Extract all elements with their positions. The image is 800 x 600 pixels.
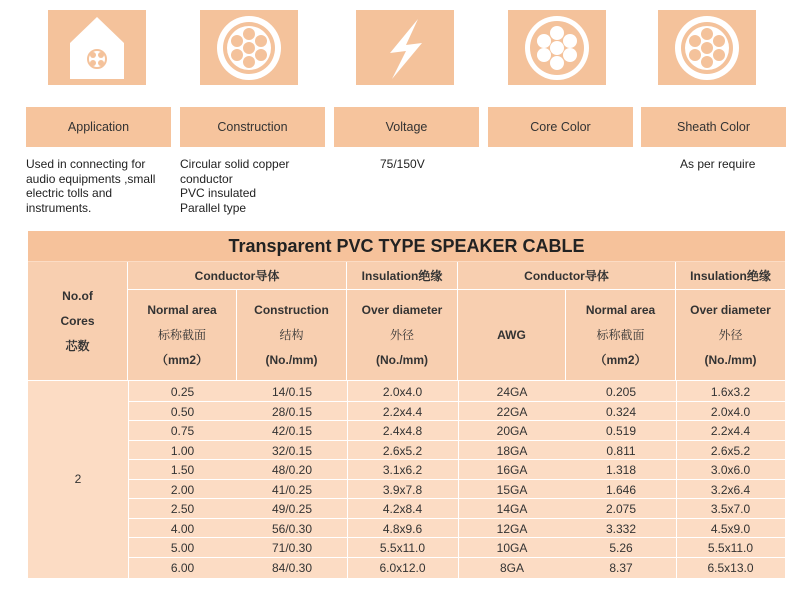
cell-over-diameter: 2.0x4.0 (382, 385, 423, 399)
cell-normal-area-awg: 1.318 (605, 463, 637, 477)
insulation-group-header-1: Insulation绝缘 (347, 262, 458, 289)
cell-normal-area-awg: 2.075 (605, 502, 637, 516)
core-color-icon-box (508, 10, 606, 85)
cores-header-line: Cores (60, 313, 95, 328)
header-divider (128, 289, 785, 290)
subheader-line: 外径 (718, 327, 743, 342)
application-label: Application (26, 107, 171, 147)
subheader-line: 外径 (389, 327, 414, 342)
normal-area-header-1 (128, 290, 237, 380)
construction-description: Circular solid copper conductor PVC insulated Parallel type (180, 157, 290, 215)
application-description: Used in connecting for audio equipments ,small electric tolls and instruments. (26, 157, 156, 215)
cell-construction: 42/0.15 (271, 424, 313, 438)
sheath-color-label: Sheath Color (641, 107, 786, 147)
sheath-color-icon-box (658, 10, 756, 85)
over-diameter-header-1 (347, 290, 458, 380)
subheader-line: 标称截面 (596, 327, 645, 342)
awg-header (458, 290, 566, 380)
cell-over-diameter-awg: 1.6x3.2 (710, 385, 751, 399)
cell-awg: 20GA (496, 424, 528, 438)
construction-header (237, 290, 347, 380)
voltage-description: 75/150V (380, 157, 425, 171)
row-divider (128, 557, 785, 558)
cell-awg: 24GA (496, 385, 528, 399)
sheath-color-description: As per require (680, 157, 756, 171)
cell-normal-area-awg: 3.332 (605, 521, 637, 536)
subheader-line: Construction (254, 302, 329, 317)
cell-normal-area: 6.00 (170, 560, 195, 575)
cell-over-diameter-awg: 3.2x6.4 (710, 482, 751, 497)
row-divider (128, 537, 785, 538)
cell-normal-area-awg: 0.205 (605, 385, 637, 399)
cell-normal-area: 1.50 (170, 463, 195, 477)
cell-over-diameter: 5.5x11.0 (379, 541, 426, 555)
cell-construction: 48/0.20 (271, 463, 313, 477)
cell-awg: 15GA (496, 482, 528, 497)
subheader-line: 标称截面 (157, 327, 206, 342)
subheader-line: Over diameter (361, 302, 443, 317)
cell-over-diameter: 2.6x5.2 (382, 443, 423, 458)
cell-awg: 12GA (496, 521, 528, 536)
subheader-line: (No./mm) (704, 352, 757, 367)
table-title: Transparent PVC TYPE SPEAKER CABLE (28, 231, 785, 261)
cell-construction: 49/0.25 (271, 502, 313, 516)
cell-over-diameter: 3.9x7.8 (382, 482, 423, 497)
row-divider (128, 518, 785, 519)
cell-over-diameter-awg: 4.5x9.0 (710, 521, 751, 536)
cell-over-diameter-awg: 5.5x11.0 (707, 541, 754, 555)
cell-over-diameter-awg: 3.5x7.0 (710, 502, 751, 516)
construction-icon-box (200, 10, 298, 85)
cell-over-diameter-awg: 2.2x4.4 (710, 424, 751, 438)
core-color-cross-section-icon (522, 13, 592, 83)
cell-normal-area: 5.00 (170, 541, 195, 555)
conductor-group-header-2: Conductor导体 (458, 262, 676, 289)
application-house-icon (62, 13, 132, 83)
voltage-label: Voltage (334, 107, 479, 147)
row-divider (128, 459, 785, 460)
subheader-line: 结构 (279, 327, 304, 342)
row-divider (128, 498, 785, 499)
cell-normal-area: 1.00 (170, 443, 195, 458)
cell-construction: 41/0.25 (271, 482, 313, 497)
cell-normal-area-awg: 5.26 (609, 541, 633, 555)
conductor-group-header-1: Conductor导体 (128, 262, 347, 289)
cell-normal-area: 0.50 (170, 404, 195, 419)
subheader-line: (No./mm) (376, 352, 428, 367)
header-bottom-divider (28, 380, 785, 381)
cell-over-diameter-awg: 2.0x4.0 (710, 404, 751, 419)
cell-awg: 10GA (496, 541, 528, 555)
core-color-label: Core Color (488, 107, 633, 147)
cell-over-diameter: 4.2x8.4 (382, 502, 423, 516)
cores-header-line: 芯数 (65, 338, 90, 353)
cell-construction: 32/0.15 (271, 443, 313, 458)
cell-over-diameter-awg: 2.6x5.2 (710, 443, 751, 458)
subheader-line: Normal area (585, 302, 656, 317)
cell-normal-area: 0.75 (170, 424, 195, 438)
subheader-line: Over diameter (690, 302, 771, 317)
speaker-cable-table (28, 231, 785, 578)
cell-awg: 18GA (496, 443, 528, 458)
voltage-icon-box (356, 10, 454, 85)
cell-over-diameter: 2.4x4.8 (382, 424, 423, 438)
cell-over-diameter: 2.2x4.4 (382, 404, 423, 419)
cell-over-diameter: 6.0x12.0 (379, 560, 426, 575)
cell-normal-area-awg: 0.519 (605, 424, 637, 438)
construction-label: Construction (180, 107, 325, 147)
row-divider (128, 401, 785, 402)
cell-normal-area: 2.50 (170, 502, 195, 516)
cell-normal-area: 4.00 (170, 521, 195, 536)
cell-over-diameter-awg: 3.0x6.0 (710, 463, 751, 477)
application-icon-box (48, 10, 146, 85)
cores-header (28, 262, 128, 380)
sheath-color-cross-section-icon (672, 13, 742, 83)
cell-construction: 14/0.15 (271, 385, 313, 399)
subheader-line: AWG (497, 327, 526, 342)
cell-normal-area-awg: 8.37 (609, 560, 633, 575)
cell-normal-area: 0.25 (170, 385, 195, 399)
cell-awg: 22GA (496, 404, 528, 419)
cell-awg: 16GA (496, 463, 528, 477)
normal-area-header-2 (566, 290, 676, 380)
lightning-bolt-icon (370, 13, 440, 83)
cell-awg: 14GA (496, 502, 528, 516)
row-divider (128, 420, 785, 421)
subheader-line: Normal area (147, 302, 217, 317)
row-divider (128, 440, 785, 441)
cell-construction: 71/0.30 (271, 541, 313, 555)
cores-header-line: No.of (62, 288, 93, 303)
cell-normal-area: 2.00 (170, 482, 195, 497)
cell-over-diameter: 4.8x9.6 (382, 521, 423, 536)
subheader-line: （mm2） (155, 352, 208, 367)
cell-normal-area-awg: 0.811 (606, 443, 636, 458)
row-divider (128, 479, 785, 480)
cell-normal-area-awg: 1.646 (605, 482, 637, 497)
cell-over-diameter-awg: 6.5x13.0 (707, 560, 754, 575)
subheader-line: (No./mm) (265, 352, 318, 367)
cell-awg: 8GA (499, 560, 524, 575)
cell-construction: 56/0.30 (271, 521, 313, 536)
construction-cross-section-icon (214, 13, 284, 83)
subheader-line: （mm2） (594, 352, 647, 367)
cores-value: 2 (74, 472, 82, 486)
cell-construction: 28/0.15 (271, 404, 313, 419)
cell-construction: 84/0.30 (271, 560, 313, 575)
over-diameter-header-2 (676, 290, 785, 380)
insulation-group-header-2: Insulation绝缘 (676, 262, 785, 289)
cell-normal-area-awg: 0.324 (605, 404, 637, 419)
cell-over-diameter: 3.1x6.2 (382, 463, 423, 477)
